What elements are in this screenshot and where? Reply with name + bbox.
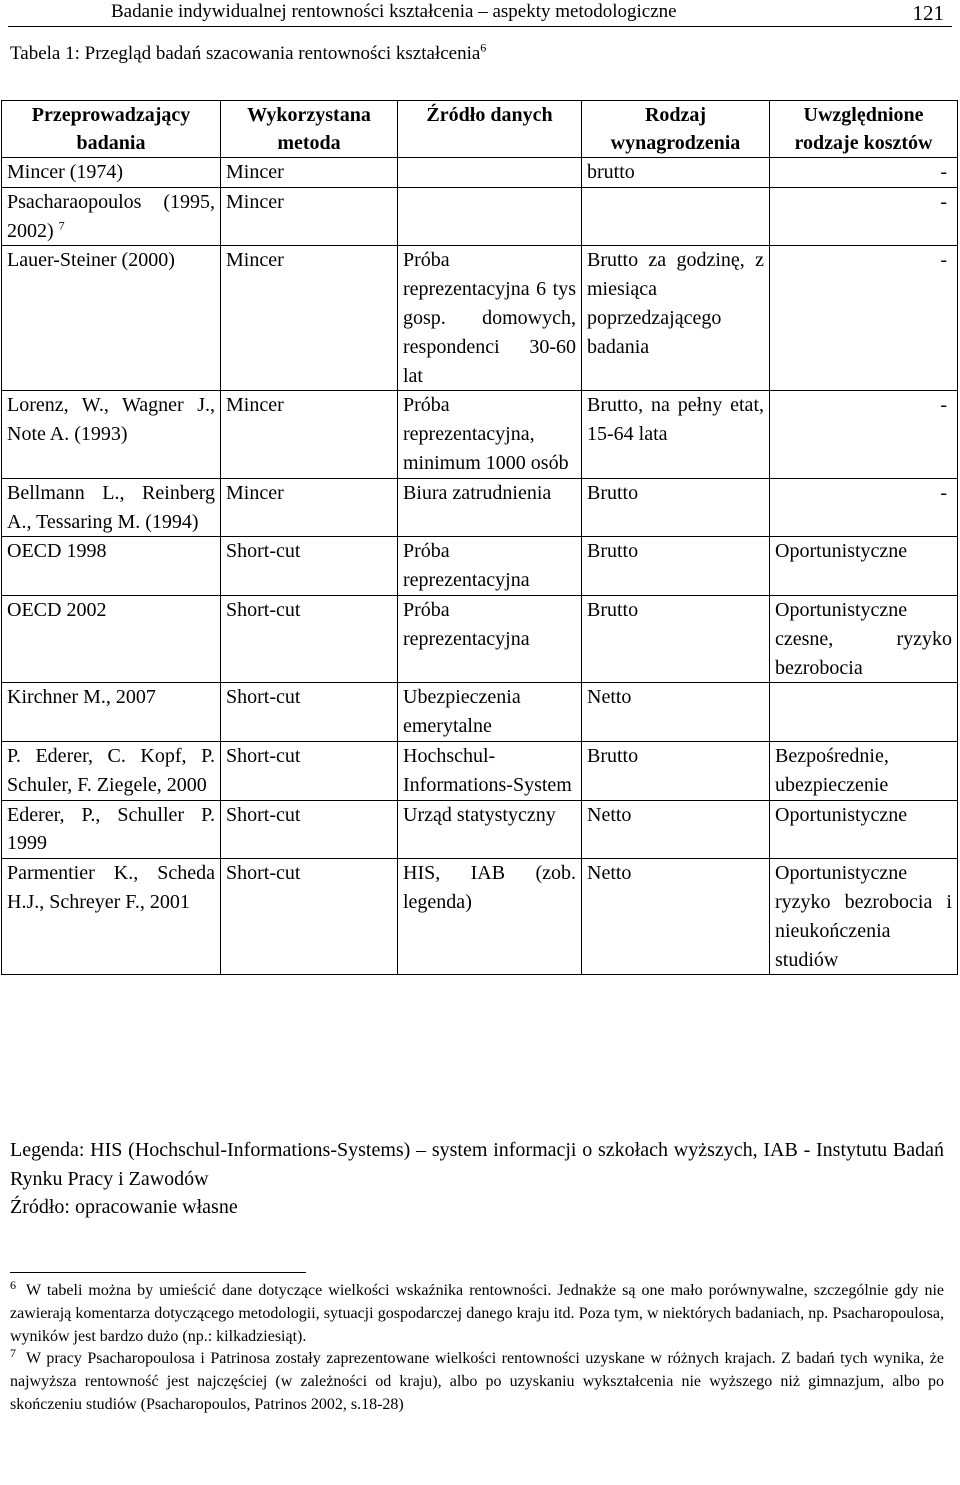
cell-costs: - — [770, 246, 958, 391]
cell-wage-type: Brutto — [582, 741, 770, 800]
cell-wage-type: Brutto — [582, 595, 770, 682]
table-header-row — [2, 101, 958, 158]
source-note: Źródło: opracowanie własne — [10, 1196, 238, 1218]
header-method: Wykorzystana metoda — [221, 101, 398, 158]
cell-method: Short-cut — [221, 800, 398, 859]
cell-costs: Oportunistyczne — [770, 800, 958, 859]
cell-data-source: Próba reprezentacyjna, minimum 1000 osób — [398, 391, 582, 478]
cell-data-source: Próba reprezentacyjna — [398, 537, 582, 596]
header-researchers: Przeprowadzający badania — [2, 101, 221, 158]
cell-costs — [770, 683, 958, 742]
cell-method: Mincer — [221, 187, 398, 246]
cell-costs: Oportunistyczne — [770, 537, 958, 596]
cell-method: Short-cut — [221, 741, 398, 800]
footnote-mark: 7 — [10, 1346, 16, 1361]
cell-wage-type — [582, 187, 770, 246]
cell-method: Short-cut — [221, 683, 398, 742]
cell-data-source: Próba reprezentacyjna 6 tys gosp. domowych, respondenci 30-60 lat — [398, 246, 582, 391]
running-title: Badanie indywidualnej rentowności kształcenia – aspekty metodologiczne — [111, 1, 677, 22]
cell-data-source: Biura zatrudnienia — [398, 478, 582, 537]
cell-wage-type: Brutto za godzinę, z miesiąca poprzedzającego badania — [582, 246, 770, 391]
cell-costs: - — [770, 187, 958, 246]
footnote-divider — [10, 1272, 306, 1273]
page-number: 121 — [912, 1, 944, 25]
cell-method: Short-cut — [221, 595, 398, 682]
cell-method: Mincer — [221, 478, 398, 537]
cell-wage-type: Netto — [582, 683, 770, 742]
table-row — [2, 595, 958, 682]
cell-costs: Oportunistyczne ryzyko bezrobocia i nieukończenia studiów — [770, 859, 958, 975]
cell-researchers: Mincer (1974) — [2, 158, 221, 188]
footnote-text: W tabeli można by umieścić dane dotyczące wielkości wskaźnika rentowności. Jednakże są one mało porównywalne, szczególnie gdy nie zawierają komentarza dotyczącego metodologii, sytuacji gospodarczej danego kraju itd. Poza tym, w niektórych badaniach, np. Psacharopoulosa, wyników jest bardzo dużo (np.: kilkadziesiąt). — [10, 1282, 944, 1345]
cell-data-source: Hochschul-Informations-System — [398, 741, 582, 800]
cell-data-source: Próba reprezentacyjna — [398, 595, 582, 682]
cell-costs: Bezpośrednie, ubezpieczenie — [770, 741, 958, 800]
footnote-ref-6: 6 — [480, 40, 487, 55]
caption-text: Tabela 1: Przegląd badań szacowania rentowności kształcenia — [10, 43, 481, 64]
cell-wage-type: brutto — [582, 158, 770, 188]
cell-researchers: Bellmann L., Reinberg A., Tessaring M. (1994) — [2, 478, 221, 537]
cell-method: Short-cut — [221, 537, 398, 596]
header-data-source: Źródło danych — [398, 101, 582, 158]
table-row — [2, 537, 958, 596]
table-legend — [10, 1136, 944, 1222]
cell-wage-type: Netto — [582, 800, 770, 859]
table-caption — [10, 40, 487, 65]
cell-researchers: Parmentier K., Scheda H.J., Schreyer F., 2001 — [2, 859, 221, 975]
table-row — [2, 859, 958, 975]
cell-researchers: Ederer, P., Schuller P. 1999 — [2, 800, 221, 859]
cell-costs: - — [770, 391, 958, 478]
footnote-mark: 6 — [10, 1277, 16, 1292]
cell-researchers: OECD 1998 — [2, 537, 221, 596]
table-row — [2, 741, 958, 800]
table-row — [2, 246, 958, 391]
footnote-6 — [10, 1277, 944, 1348]
table-row — [2, 391, 958, 478]
cell-researchers: OECD 2002 — [2, 595, 221, 682]
table-row — [2, 478, 958, 537]
footnote-ref-7: 7 — [58, 217, 65, 232]
cell-method: Mincer — [221, 158, 398, 188]
cell-method: Mincer — [221, 391, 398, 478]
cell-wage-type: Brutto, na pełny etat, 15-64 lata — [582, 391, 770, 478]
cell-researchers: Lorenz, W., Wagner J., Note A. (1993) — [2, 391, 221, 478]
footnote-7 — [10, 1348, 944, 1416]
cell-costs: Oportunistyczne czesne, ryzyko bezrobocia — [770, 595, 958, 682]
cell-wage-type: Brutto — [582, 478, 770, 537]
cell-wage-type: Brutto — [582, 537, 770, 596]
cell-costs: - — [770, 158, 958, 188]
footnote-text: W pracy Psacharopoulosa i Patrinosa zostały zaprezentowane wielkości rentowności uzyskane w różnych krajach. Z badań tych wynika, że najwyższa rentowność jest najczęściej (w zależności od kraju), albo po uzyskaniu wykształcenia nie wyższego niż gimnazjum, albo po skończeniu studiów (Psacharopoulos, Patrinos 2002, s.18-28) — [10, 1350, 944, 1413]
cell-costs: - — [770, 478, 958, 537]
table-row — [2, 683, 958, 742]
cell-researchers: Kirchner M., 2007 — [2, 683, 221, 742]
cell-data-source: Ubezpieczenia emerytalne — [398, 683, 582, 742]
footnotes — [10, 1277, 944, 1417]
cell-data-source: HIS, IAB (zob. legenda) — [398, 859, 582, 975]
cell-data-source — [398, 187, 582, 246]
table-row — [2, 800, 958, 859]
cell-researchers — [2, 187, 221, 246]
cell-researchers-text: Psacharaopoulos (1995, 2002) — [7, 190, 215, 242]
cell-data-source — [398, 158, 582, 188]
cell-method: Mincer — [221, 246, 398, 391]
page-header — [8, 0, 952, 27]
cell-wage-type: Netto — [582, 859, 770, 975]
studies-table — [1, 100, 958, 975]
cell-method: Short-cut — [221, 859, 398, 975]
legend-text: Legenda: HIS (Hochschul-Informations-Systems) – system informacji o szkołach wyższych, IAB - Instytutu Badań Rynku Pracy i Zawodów — [10, 1139, 944, 1190]
cell-researchers: Lauer-Steiner (2000) — [2, 246, 221, 391]
table-row — [2, 187, 958, 246]
cell-data-source: Urząd statystyczny — [398, 800, 582, 859]
cell-researchers: P. Ederer, C. Kopf, P. Schuler, F. Ziegele, 2000 — [2, 741, 221, 800]
header-wage-type: Rodzaj wynagrodzenia — [582, 101, 770, 158]
table-row — [2, 158, 958, 188]
header-costs: Uwzględnione rodzaje kosztów — [770, 101, 958, 158]
